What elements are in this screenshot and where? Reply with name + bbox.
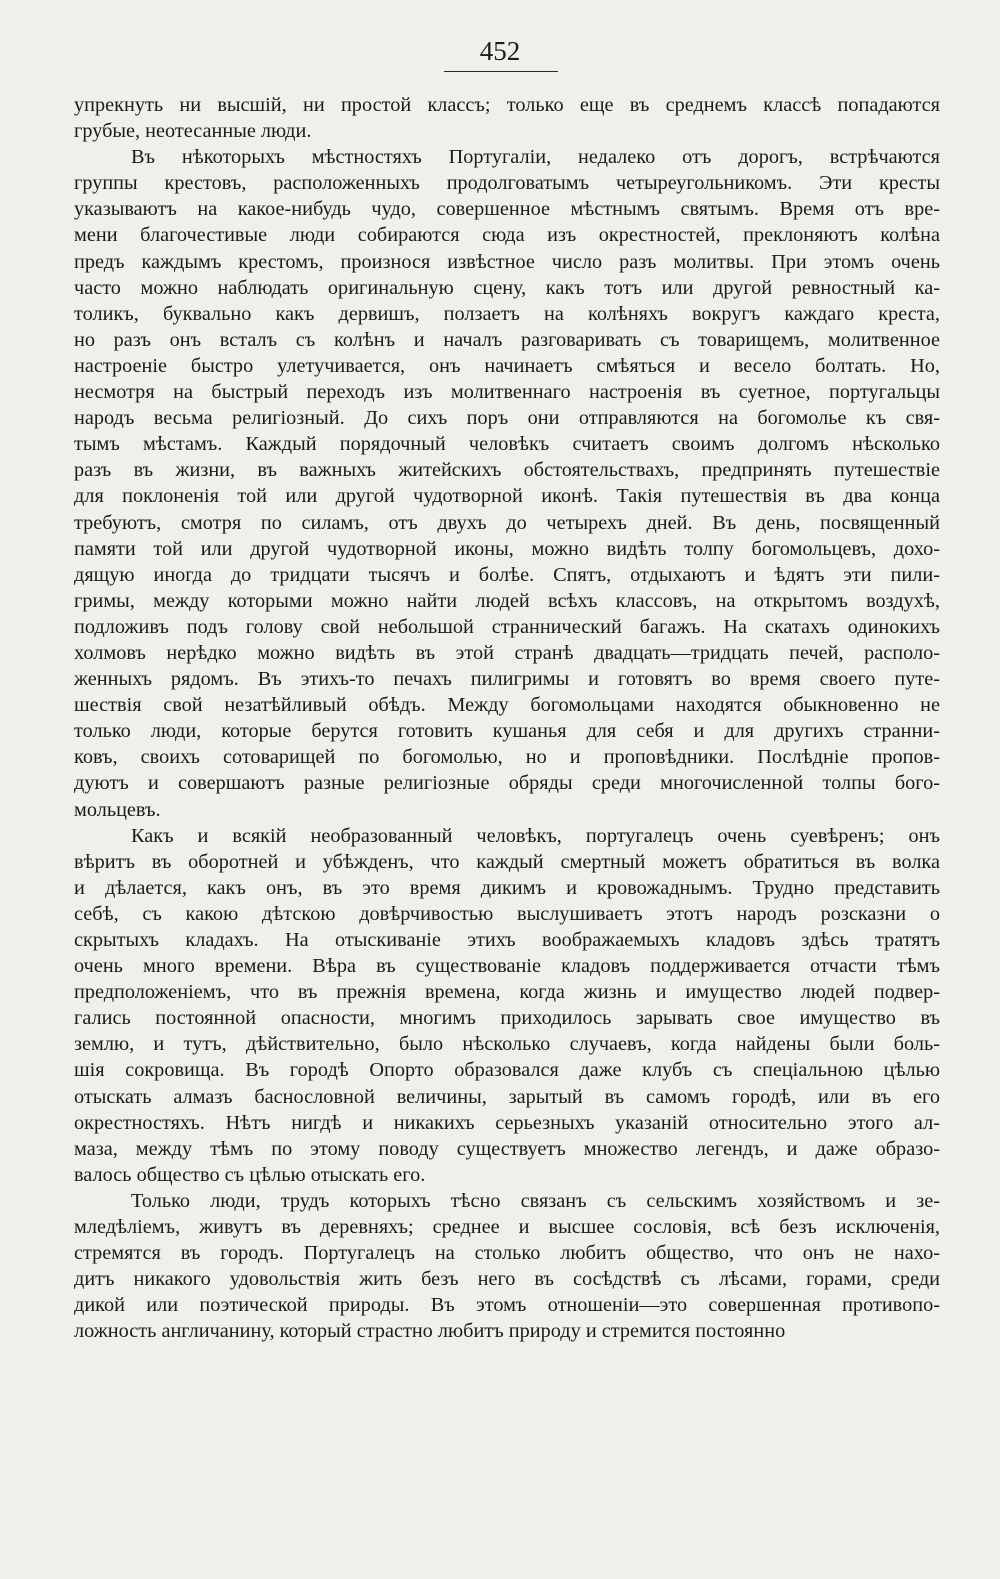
text-line: женныхъ рядомъ. Въ этихъ-то печахъ пилигримы и готовятъ во время своего путе- [74, 668, 940, 691]
text-line: Только люди, трудъ которыхъ тѣсно связанъ съ сельскимъ хозяйствомъ и зе- [131, 1189, 940, 1212]
text-line: указываютъ на какое-нибудь чудо, совершенное мѣстнымъ святымъ. Время отъ вре- [74, 198, 940, 221]
paragraph [74, 1188, 940, 1345]
text-line: памяти той или другой чудотворной иконы, можно видѣть толпу богомольцевъ, дохо- [74, 537, 940, 560]
text-line: народъ весьма религіозный. До сихъ поръ они отправляются на богомолье къ свя- [74, 407, 940, 430]
text-line: группы крестовъ, расположенныхъ продолговатымъ четыреугольникомъ. Эти кресты [74, 172, 940, 195]
text-line: требуютъ, смотря по силамъ, отъ двухъ до четырехъ дней. Въ день, посвященный [74, 511, 940, 534]
text-line: мени благочестивые люди собираются сюда изъ окрестностей, преклоняютъ колѣна [74, 224, 940, 247]
text-line: тымъ мѣстамъ. Каждый порядочный человѣкъ считаетъ своимъ долгомъ нѣсколько [74, 433, 940, 456]
text-line: вѣритъ въ оборотней и убѣжденъ, что каждый смертный можетъ обратиться въ волка [74, 850, 940, 873]
text-line: скрытыхъ кладахъ. На отыскиваніе этихъ воображаемыхъ кладовъ здѣсь тратятъ [74, 929, 940, 951]
text-line: холмовъ нерѣдко можно видѣть въ этой странѣ двадцать—тридцать печей, располо- [74, 641, 940, 664]
text-line: гались постоянной опасности, многимъ приходилось зарывать свое имущество въ [74, 1007, 940, 1030]
text-line: для поклоненія той или другой чудотворной иконѣ. Такія путешествія въ два конца [74, 485, 940, 508]
text-line: разъ въ жизни, въ важныхъ житейскихъ обстоятельствахъ, предпринять путешествіе [74, 459, 940, 482]
page-number: 452 [479, 36, 521, 66]
text-line: дуютъ и совершаютъ разные религіозные обряды среди многочисленной толпы бого- [74, 772, 940, 795]
text-line: гримы, между которыми можно найти людей всѣхъ классовъ, на открытомъ воздухѣ, [74, 589, 940, 612]
text-line: часто можно наблюдать оригинальную сцену, какъ тотъ или другой ревностный ка- [74, 276, 940, 299]
text-line: толикъ, буквально какъ дервишъ, ползаетъ на колѣняхъ вокругъ каждаго креста, [74, 302, 940, 325]
text-line: очень много времени. Вѣра въ существованіе кладовъ поддерживается отчасти тѣмъ [74, 955, 940, 978]
text-line: себѣ, съ какою дѣтскою довѣрчивостью выслушиваетъ этотъ народъ розсказни о [74, 902, 940, 925]
paragraph [74, 823, 940, 1188]
paragraph [74, 92, 940, 144]
text-line: ложность англичанину, который страстно любитъ природу и стремится постоянно [74, 1320, 786, 1343]
text-line: и дѣлается, какъ онъ, въ это время дикимъ и кровожаднымъ. Трудно представить [74, 876, 940, 899]
text-line: дитъ никакого удовольствія жить безъ него въ сосѣдствѣ съ лѣсами, горами, среди [74, 1268, 940, 1291]
text-line: грубые, неотесанные люди. [74, 120, 312, 143]
text-line: мледѣліемъ, живутъ въ деревняхъ; среднее и высшее сословія, всѣ безъ исключенія, [74, 1216, 940, 1239]
text-line: валось общество съ цѣлью отыскать его. [74, 1163, 426, 1186]
text-body [74, 92, 940, 1345]
text-line: окрестностяхъ. Нѣтъ нигдѣ и никакихъ серьезныхъ указаній относительно этого ал- [74, 1111, 940, 1134]
text-line: только люди, которые берутся готовить кушанья для себя и для другихъ странни- [74, 720, 940, 743]
text-line: дикой или поэтической природы. Въ этомъ отношеніи—это совершенная противопо- [74, 1294, 940, 1317]
text-line: шествія свой незатѣйливый обѣдъ. Между богомольцами находятся обыкновенно не [74, 694, 940, 717]
text-line: предъ каждымъ крестомъ, произнося извѣстное число разъ молитвы. При этомъ очень [74, 250, 940, 273]
text-line: Какъ и всякій необразованный человѣкъ, португалецъ очень суевѣренъ; онъ [131, 824, 940, 847]
text-line: землю, и тутъ, дѣйствительно, было нѣсколько случаевъ, когда найдены были боль- [74, 1033, 940, 1056]
text-line: ковъ, своихъ сотоварищей по богомолью, но и проповѣдники. Послѣдніе пропов- [74, 746, 940, 769]
text-line: настроеніе быстро улетучивается, онъ начинаетъ смѣяться и весело болтать. Но, [74, 354, 940, 377]
text-line: шія сокровища. Въ городѣ Опорто образовался даже клубъ съ спеціальною цѣлью [74, 1059, 940, 1082]
text-line: Въ нѣкоторыхъ мѣстностяхъ Португаліи, недалеко отъ дорогъ, встрѣчаются [131, 146, 940, 169]
text-line: предположеніемъ, что въ прежнія времена, когда жизнь и имущество людей подвер- [74, 981, 940, 1004]
text-line: мольцевъ. [74, 798, 161, 821]
header-rule [444, 71, 558, 72]
text-line: стремятся въ городъ. Португалецъ на столько любитъ общество, что онъ не нахо- [74, 1242, 940, 1265]
text-line: отыскать алмазъ баснословной величины, зарытый въ самомъ городѣ, или въ его [74, 1085, 940, 1108]
text-line: подложивъ подъ голову свой небольшой страннический багажъ. На скатахъ одинокихъ [74, 615, 940, 638]
text-line: дящую иногда до тридцати тысячъ и болѣе. Спятъ, отдыхаютъ и ѣдятъ эти пили- [74, 563, 940, 586]
text-line: упрекнуть ни высшій, ни простой классъ; только еще въ среднемъ классѣ попадаются [74, 94, 940, 116]
text-line: несмотря на быстрый переходъ изъ молитвеннаго настроенія въ суетное, португальцы [74, 381, 940, 404]
paragraph [74, 144, 940, 822]
text-line: маза, между тѣмъ по этому поводу существуетъ множество легендъ, и даже образо- [74, 1137, 940, 1160]
text-line: но разъ онъ всталъ съ колѣнъ и началъ разговаривать съ товарищемъ, молитвенное [74, 328, 940, 351]
